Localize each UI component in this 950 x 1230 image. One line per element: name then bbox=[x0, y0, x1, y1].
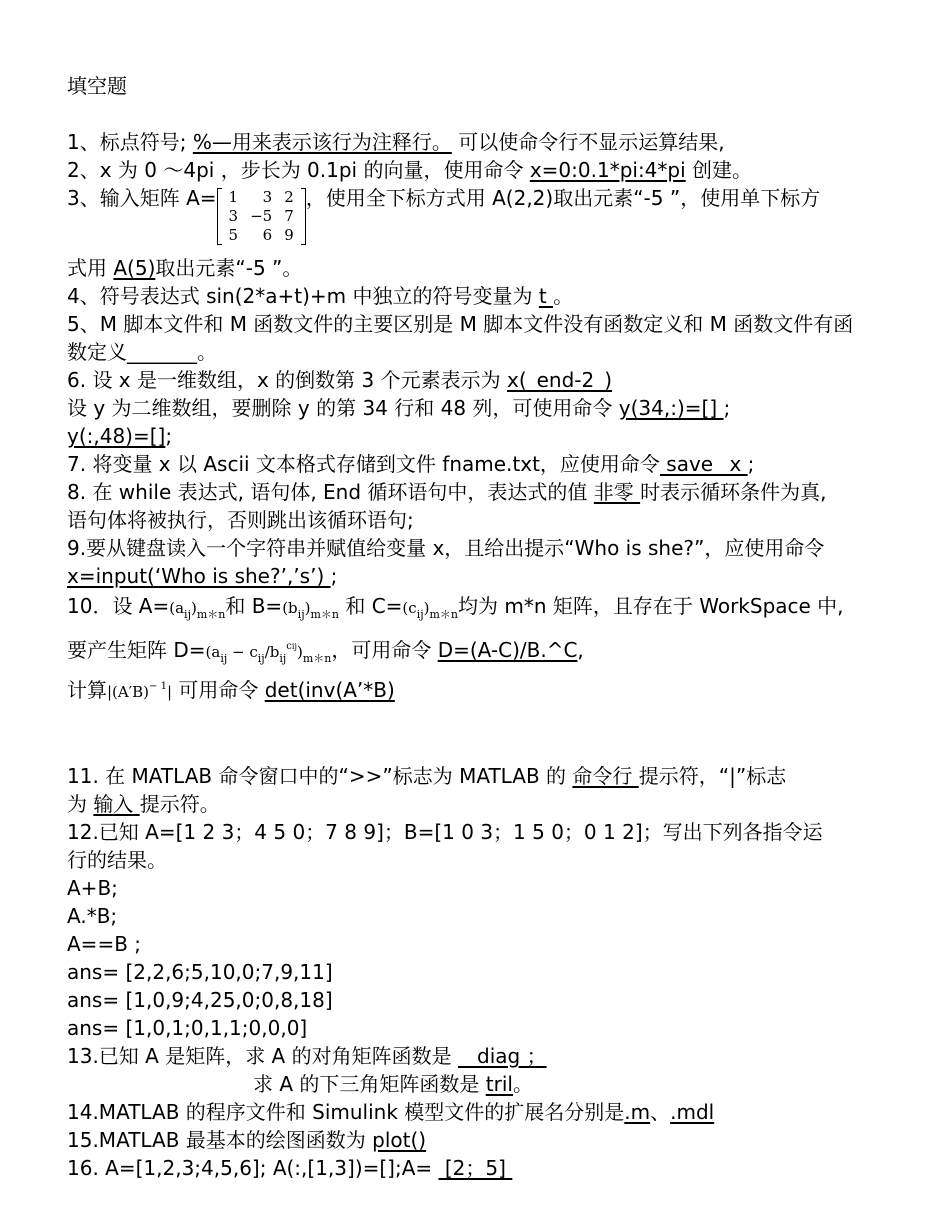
q4-text-end: 。 bbox=[553, 284, 574, 308]
q3-text: 3、输入矩阵 A= bbox=[67, 186, 217, 210]
q10-answer-2: det(inv(A’*B) bbox=[264, 678, 395, 702]
question-6 bbox=[67, 366, 912, 394]
q2-text-end: 创建。 bbox=[685, 158, 753, 182]
q1-text-end: 可以使命令行不显示运算结果, bbox=[451, 130, 725, 154]
matrix-cell: 7 bbox=[284, 207, 294, 225]
q4-text: 4、符号表达式 sin(2*a+t)+m 中独立的符号变量为 bbox=[67, 284, 539, 308]
q8-text: 8. 在 while 表达式, 语句体, End 循环语句中，表达式的值 bbox=[67, 480, 594, 504]
d-expr-c: − c bbox=[227, 643, 258, 661]
command-line: A+B; bbox=[67, 876, 118, 900]
q9-end: ; bbox=[330, 564, 338, 588]
q6-answer: x(_end-2_) bbox=[506, 368, 613, 392]
q10-text-3: 和 C= bbox=[338, 594, 403, 618]
question-5 bbox=[67, 310, 912, 338]
matrix-cell: 5 bbox=[228, 226, 239, 244]
det-expr bbox=[107, 683, 172, 701]
q10-text-4: 均为 m*n 矩阵，且存在于 WorkSpace 中, bbox=[458, 594, 844, 618]
q8-text-2: 时表示循环条件为真, bbox=[640, 480, 827, 504]
q10-text-5: 要产生矩阵 D= bbox=[67, 638, 206, 662]
q15-answer: plot() bbox=[372, 1128, 427, 1152]
bij-expr: $(b_{ij})_{m*n}$ bbox=[282, 599, 339, 621]
command-line: A==B ; bbox=[67, 932, 142, 956]
q10-sep: , bbox=[577, 638, 584, 662]
answer-line: ans= [2,2,6;5,10,0;7,9,11] bbox=[67, 960, 333, 984]
question-4 bbox=[67, 282, 912, 310]
question-8 bbox=[67, 478, 912, 506]
q2-text: 2、x 为 0 ～4pi ，步长为 0.1pi 的向量，使用命令 bbox=[67, 158, 530, 182]
question-12-cont bbox=[67, 846, 912, 874]
bij-base: (b bbox=[282, 599, 298, 617]
det-expr-end: | bbox=[166, 683, 173, 701]
d-expr-exp bbox=[286, 641, 297, 652]
question-12 bbox=[67, 818, 912, 846]
document-body bbox=[67, 72, 912, 1182]
q3-text-4: 取出元素“-5 ”。 bbox=[155, 256, 303, 280]
question-1 bbox=[67, 128, 912, 156]
matrix-cell: 3 bbox=[262, 188, 273, 206]
q4-answer: t bbox=[538, 284, 554, 308]
question-13 bbox=[67, 1042, 912, 1070]
q12-text: 12.已知 A=[1 2 3；4 5 0；7 8 9]；B=[1 0 3；1 5 0；0 1 2]；写出下列各指令运 bbox=[67, 820, 823, 844]
answer-line: ans= [1,0,9;4,25,0;0,8,18] bbox=[67, 988, 333, 1012]
q8-text-3: 语句体将被执行，否则跳出该循环语句; bbox=[67, 508, 414, 532]
q11-text: 11. 在 MATLAB 命令窗口中的“>>”标志为 MATLAB 的 bbox=[67, 764, 573, 788]
aij-sub: ij bbox=[184, 608, 191, 621]
q10-text: 10．设 A= bbox=[67, 594, 170, 618]
q15-text: 15.MATLAB 最基本的绘图函数为 bbox=[67, 1128, 373, 1152]
question-10 bbox=[67, 592, 912, 629]
q10-answer-1: D=(A-C)/B.^C bbox=[437, 638, 578, 662]
question-6b bbox=[67, 394, 912, 422]
question-5-cont bbox=[67, 338, 912, 366]
matrix-cell: 9 bbox=[284, 226, 294, 244]
q8-answer: 非零 bbox=[593, 480, 641, 504]
q7-text: 7. 将变量 x 以 Ascii 文本格式存储到文件 fname.txt，应使用命令 bbox=[67, 452, 660, 476]
cij-dim: m＊n bbox=[429, 608, 458, 621]
d-expr-dim: m＊n bbox=[302, 652, 332, 665]
matrix-cell: −5 bbox=[250, 207, 273, 225]
det-expr-base: |(A′B) bbox=[107, 683, 150, 701]
question-6b-cont bbox=[67, 422, 912, 450]
bij-dim: m＊n bbox=[310, 608, 339, 621]
matrix-cell: 1 bbox=[228, 188, 239, 206]
q11-text-2: 提示符，“|”标志 bbox=[638, 764, 787, 788]
command-line: A.*B; bbox=[67, 904, 118, 928]
q14-sep: 、 bbox=[650, 1100, 671, 1124]
q16-text: 16. A=[1,2,3;4,5,6]; A(:,[1,3])=[];A= bbox=[67, 1156, 439, 1180]
d-expr: $(a_{ij} - c_{ij}/b_{ij}^{cij})_{m*n}$ bbox=[205, 641, 332, 665]
question-10-cont bbox=[67, 633, 912, 665]
q11-text-4: 提示符。 bbox=[139, 792, 220, 816]
question-11-cont bbox=[67, 790, 912, 818]
q5-blank: _______ bbox=[127, 340, 197, 364]
bij-sub: ij bbox=[297, 608, 305, 621]
cij-expr: $(c_{ij})_{m*n}$ bbox=[402, 599, 458, 621]
q3-answer: A(5) bbox=[113, 256, 156, 280]
q6b-answer-2: y(:,48)=[] bbox=[67, 424, 166, 448]
q5-text-end: 。 bbox=[197, 340, 217, 364]
question-16 bbox=[67, 1154, 912, 1182]
aij-dim: m＊n bbox=[196, 608, 226, 621]
q9-text: 9.要从键盘读入一个字符串并赋值给变量 x，且给出提示“Who is she?”，应使用命令 bbox=[67, 536, 825, 560]
q1-answer: %—用来表示该行为注释行。 bbox=[192, 130, 452, 154]
q6b-sep: ; bbox=[723, 396, 731, 420]
q11-answer-1: 命令行 bbox=[572, 764, 639, 788]
q10-text-7: 计算 bbox=[67, 678, 107, 702]
q10-text-8: 可用命令 bbox=[172, 678, 265, 702]
q6b-end: ; bbox=[165, 424, 173, 448]
q10-text-2: 和 B= bbox=[225, 594, 283, 618]
answer-line: ans= [1,0,1;0,1,1;0,0,0] bbox=[67, 1016, 308, 1040]
q6-text: 6. 设 x 是一维数组，x 的倒数第 3 个元素表示为 bbox=[67, 368, 507, 392]
cij-sub: ij bbox=[416, 608, 424, 621]
q13-text: 13.已知 A 是矩阵，求 A 的对角矩阵函数是 bbox=[67, 1044, 458, 1068]
matrix-cell: 6 bbox=[262, 226, 273, 244]
d-expr-exp-sub: ij bbox=[291, 642, 297, 651]
q13-text-2: 求 A 的下三角矩阵函数是 bbox=[253, 1072, 486, 1096]
q12-text-2: 行的结果。 bbox=[67, 848, 167, 872]
matrix-a bbox=[217, 188, 306, 245]
aij-base: (a bbox=[169, 599, 185, 617]
d-expr-b: /b bbox=[264, 643, 280, 661]
d-expr-exp-c: c bbox=[286, 641, 292, 652]
aij-expr: $(a_{ij})_{m*n}$ bbox=[169, 599, 226, 621]
q14-answer-1: .m bbox=[624, 1100, 651, 1124]
cij-base: (c bbox=[402, 599, 417, 617]
question-8-cont bbox=[67, 506, 912, 534]
d-expr-b-sub: ij bbox=[279, 652, 287, 665]
q11-answer-2: 输入 bbox=[93, 792, 140, 816]
q11-text-3: 为 bbox=[67, 792, 94, 816]
q16-answer: [2；5] bbox=[438, 1156, 513, 1180]
matrix-cell: 3 bbox=[228, 207, 239, 225]
q3-text-3: 式用 bbox=[67, 256, 114, 280]
q5-text: 5、M 脚本文件和 M 函数文件的主要区别是 M 脚本文件没有函数定义和 M 函数文件有函 bbox=[67, 312, 854, 336]
question-13-cont bbox=[67, 1070, 912, 1098]
question-3 bbox=[67, 184, 912, 248]
d-expr-a-sub: ij bbox=[220, 652, 228, 665]
question-7 bbox=[67, 450, 912, 478]
q3-text-2: ，使用全下标方式用 A(2,2)取出元素“-5 ”，使用单下标方 bbox=[305, 186, 821, 210]
question-11 bbox=[67, 762, 912, 790]
q14-answer-2: .mdl bbox=[670, 1100, 715, 1124]
q5-text-2: 数定义 bbox=[67, 340, 127, 364]
q13-answer-1: diag ； bbox=[457, 1044, 547, 1068]
q6b-answer-1: y(34,:)=[] bbox=[618, 396, 724, 420]
q9-answer: x=input(‘Who is she?’,’s’) bbox=[67, 564, 331, 588]
question-9 bbox=[67, 534, 912, 562]
q13-end: 。 bbox=[512, 1072, 533, 1096]
q10-text-6: ，可用命令 bbox=[331, 638, 438, 662]
question-9-cont bbox=[67, 562, 912, 590]
question-15 bbox=[67, 1126, 912, 1154]
question-2 bbox=[67, 156, 912, 184]
q7-answer: save _x bbox=[659, 452, 748, 476]
q1-text: 1、标点符号; bbox=[67, 130, 193, 154]
question-10-det bbox=[67, 673, 912, 706]
d-expr-c-sub: ij bbox=[257, 652, 265, 665]
question-3-cont bbox=[67, 254, 912, 282]
q14-text: 14.MATLAB 的程序文件和 Simulink 模型文件的扩展名分别是 bbox=[67, 1100, 625, 1124]
d-expr-a: (a bbox=[205, 643, 221, 661]
q6b-text: 设 y 为二维数组，要删除 y 的第 34 行和 48 列，可使用命令 bbox=[67, 396, 619, 420]
q7-end: ; bbox=[747, 452, 755, 476]
matrix-cell: 2 bbox=[284, 188, 294, 206]
page-title: 填空题 bbox=[67, 74, 127, 98]
q13-answer-2: tril bbox=[485, 1072, 513, 1096]
det-expr-exp: − 1 bbox=[149, 681, 167, 692]
q2-answer: x=0:0.1*pi:4*pi bbox=[529, 158, 686, 182]
question-14 bbox=[67, 1098, 912, 1126]
